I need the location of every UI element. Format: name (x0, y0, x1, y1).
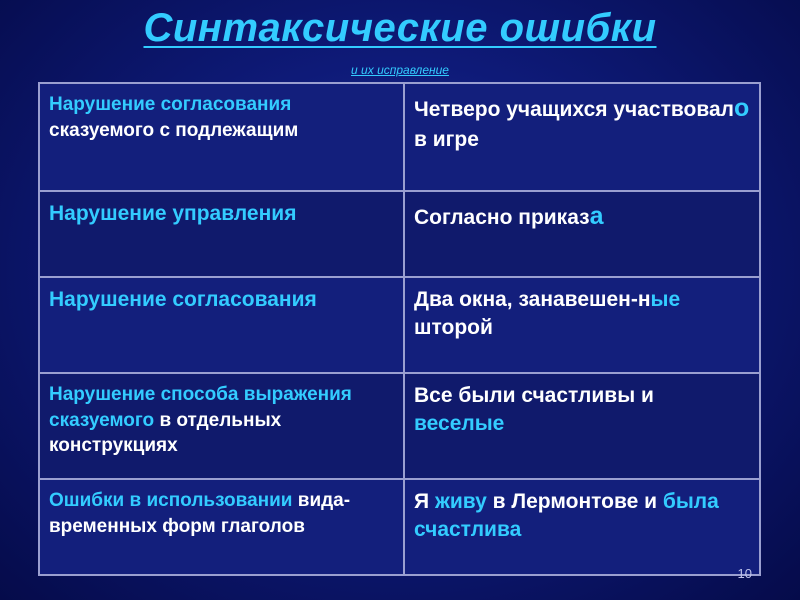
example-text: Все были счастливы и (414, 384, 654, 407)
example-highlight: живу (434, 490, 487, 513)
example-highlight: а (589, 202, 604, 230)
slide-subtitle: и их исправление (351, 63, 449, 77)
error-type-text: Нарушение управления (49, 202, 297, 225)
example-cell (404, 191, 760, 277)
example-text: Четверо учащихся участвовал (414, 98, 734, 121)
example-highlight: о (733, 94, 750, 122)
error-type-text: Нарушение способа выражения сказуемого (49, 384, 352, 431)
example-text: Я (414, 490, 435, 513)
example-highlight: ые (650, 288, 681, 311)
example-highlight: была (662, 490, 719, 513)
example-cell (404, 277, 760, 373)
error-type-cell (39, 191, 404, 277)
error-type-text: в отдельных конструкциях (49, 409, 282, 457)
example-cell (404, 479, 760, 575)
example-text: в игре (414, 127, 479, 151)
table-row (39, 479, 760, 575)
example-cell (404, 83, 760, 191)
error-type-text: Ошибки в использовании (49, 490, 293, 511)
page-number: 10 (737, 566, 752, 581)
error-type-text: вида-временных форм глаголов (49, 490, 351, 537)
error-type-text: сказуемого с подлежащим (49, 119, 299, 141)
error-type-cell (39, 373, 404, 479)
error-type-cell (39, 277, 404, 373)
example-highlight: счастлива (414, 518, 522, 542)
example-cell (404, 373, 760, 479)
example-text: в Лермонтове и (486, 490, 663, 513)
example-text: Два окна, занавешен-н (414, 288, 651, 311)
error-type-text: Нарушение согласования (49, 288, 317, 311)
table-row (39, 373, 760, 479)
table-row (39, 191, 760, 277)
error-type-cell (39, 479, 404, 575)
errors-table (38, 82, 761, 576)
error-type-text: Нарушение согласования (49, 94, 292, 115)
table-row (39, 83, 760, 191)
slide-title: Синтаксические ошибки (143, 6, 657, 50)
example-text: Согласно приказ (414, 206, 590, 229)
example-highlight: веселые (414, 412, 505, 436)
example-text: шторой (414, 316, 493, 340)
table-row (39, 277, 760, 373)
error-type-cell (39, 83, 404, 191)
